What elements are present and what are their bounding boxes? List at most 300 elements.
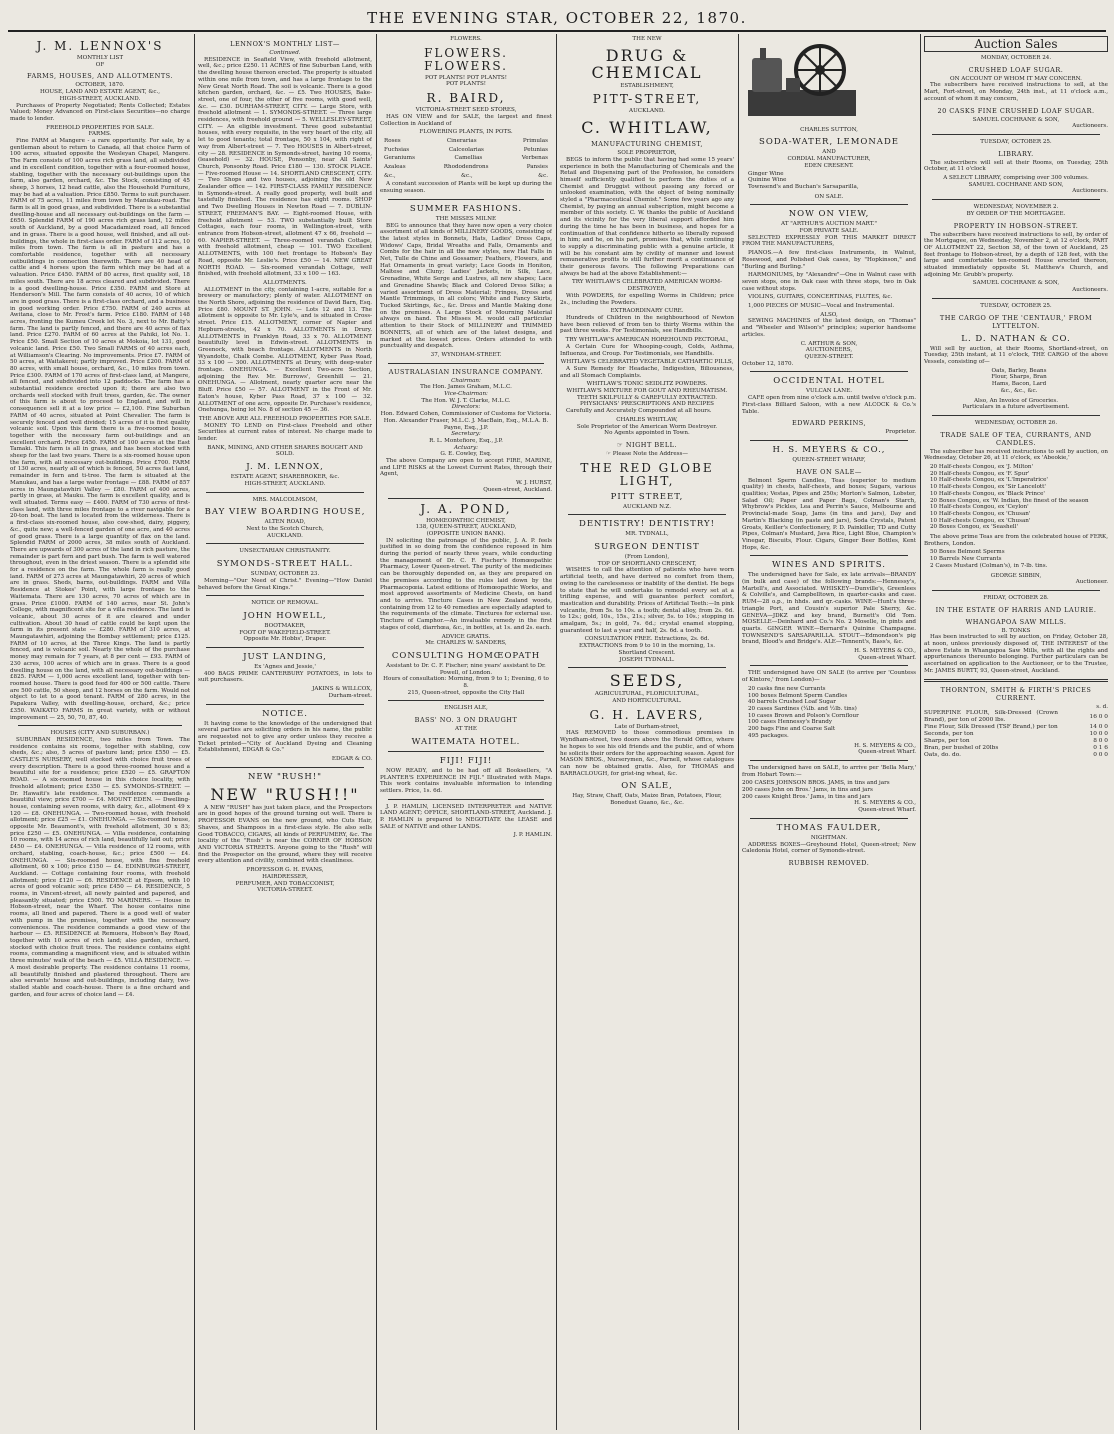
symonds-hall: SYMONDS-STREET HALL. bbox=[216, 559, 354, 570]
lennox-address: HIGH-STREET, AUCKLAND. bbox=[59, 95, 141, 102]
price-item: Oats, do. do. bbox=[924, 752, 961, 759]
on-sale-text: Hay, Straw, Chaff, Oats, Maize Bran, Potatoes, Flour, Bonedust Guano, &c., &c. bbox=[572, 793, 722, 807]
pot-plants-2: POT PLANTS! bbox=[445, 81, 487, 88]
auction-5-text: The subscriber has received instructions to sell by auction, on Wednesday, October 26, at 11 o'clock, ex 'Abeokie,' bbox=[924, 448, 1108, 462]
column-4 bbox=[560, 36, 734, 1428]
tea-item: 20 Boxes Congou, ex 'W. Indian, the finest of the season bbox=[930, 497, 1089, 504]
alten-road: ALTEN ROAD, bbox=[264, 519, 306, 526]
auction-1-account: ON ACCOUNT OF WHOM IT MAY CONCERN. bbox=[950, 75, 1082, 82]
establishment: ESTABLISHMENT, bbox=[620, 82, 674, 89]
plant-name: &c., bbox=[461, 172, 473, 179]
tea-item: 10 Half-chests Congou, ex 'Chusan' bbox=[930, 517, 1031, 524]
auction-1-item: 20 CASKS FINE CRUSHED LOAF SUGAR. bbox=[937, 106, 1095, 115]
seeds-types: AGRICULTURAL, FLORICULTURAL, bbox=[594, 691, 700, 698]
column-6 bbox=[924, 36, 1108, 1428]
meyers-name: H. S. MEYERS & CO., bbox=[772, 444, 886, 455]
tydnall-text: WISHES to call the attention of patients who have worn artificial teeth, and have derived no comfort from them, owing to the carelessness or inability of the dentist. He begs to state that he will undertake to remodel every set at a trifling expense, and will guarantee perfect comfort, mastication and durability. Prices of Artificial Teeth:—In pink vulcanite, from 5s. to 10s. a tooth; dental alloy, from 2s. 6d. to 12s.; gold, 10s., 15s., 21s.; silver, 5s. to 10s.; stopping in amalgam, 5s.; in gold, 7s. 6d.; crystal enamel stopping, guaranteed to last a year and half, 2s. 6d. a tooth. bbox=[560, 567, 734, 634]
sanders-address: 215, Queen-street, opposite the City Hall bbox=[407, 689, 525, 696]
dentistry-heading: DENTISTRY! DENTISTRY! bbox=[579, 519, 715, 530]
jams-item: 200 cases John on Bros.' Jams, in tins and jars bbox=[742, 787, 873, 794]
whitlaw-role: Sole Proprietor of the American Worm Destroyer. bbox=[576, 423, 718, 430]
jams-item: 200 CASES JOHNSON BROS. JAMS, in tins and jars bbox=[742, 780, 890, 787]
austral-insurance: AUSTRALASIAN INSURANCE COMPANY. bbox=[388, 367, 544, 376]
seeds-types-2: AND HORTICULTURAL. bbox=[612, 698, 682, 704]
arthur-mart: AT "ARTHUR'S AUCTION MART." bbox=[780, 221, 878, 228]
also-label: ALSO, bbox=[820, 311, 838, 318]
sunday-date: SUNDAY, OCTOBER 23. bbox=[250, 571, 320, 578]
baird-name: R. BAIRD, bbox=[426, 91, 506, 106]
seeds-heading: SEEDS, bbox=[609, 671, 685, 691]
soda-water: SODA-WATER, LEMONADE bbox=[759, 137, 899, 148]
auction-6-title: IN THE ESTATE OF HARRIS AND LAURIE. bbox=[935, 605, 1097, 614]
howell-trade: BOOTMAKER, bbox=[264, 622, 306, 629]
howell-opposite: Opposite Mr. Hobbs', Draper. bbox=[243, 636, 327, 643]
pointing-hand-icon: ☞ bbox=[616, 440, 626, 449]
plant-row bbox=[384, 155, 548, 162]
lennox-continued-title: LENNOX'S MONTHLY LIST— bbox=[230, 40, 340, 48]
cargo-item: Oats, Barley, Beans bbox=[991, 367, 1047, 374]
lennox-title: J. M. LENNOX'S bbox=[36, 39, 164, 53]
plant-name: Petunias bbox=[523, 146, 548, 153]
removal-heading: NOTICE OF REMOVAL. bbox=[251, 600, 319, 607]
shortland-crescent: Shortland Crescent. bbox=[618, 649, 676, 656]
rush-text: A NEW "RUSH" has just taken place, and the Prospectors are in good hopes of the ground turning out well. There is PROFESSOR EVANS on the new ground, who Cuts Hair, Shaves, and Shampoos in a first-class style. He also sells Good TOBACCO, CIGARS, all kinds of PERFUMERY, &c. The locality of the "Rush" is near the CORNER OF HOBSON AND VICTORIA STREETS. Anyone going to the "Rush" will find the Prospector on the ground, where they will receive every attention and civility, combined with cleanliness. bbox=[198, 804, 372, 865]
kintore-intro: THE undersigned have ON SALE (to arrive per 'Countess of Kintore,' from London)— bbox=[742, 670, 916, 684]
price-value: 8 0 0 bbox=[1093, 738, 1108, 745]
price-row bbox=[924, 724, 1108, 731]
price-value: 16 0 0 bbox=[1089, 713, 1108, 720]
hamlin-signature: J. P. HAMLIN. bbox=[513, 832, 552, 839]
tea-item: 10 Half-chests Congou, ex 'Black Prince' bbox=[930, 490, 1045, 497]
seed-stores: VICTORIA-STREET SEED STORES, bbox=[415, 107, 517, 114]
baird-intro: HAS ON VIEW and for SALE, the largest and finest Collection in Auckland of bbox=[380, 113, 552, 127]
whitlaw-name: C. WHITLAW, bbox=[581, 118, 713, 138]
music-pieces: 1,000 PIECES OF MUSIC—Vocal and Instrumental. bbox=[748, 303, 895, 310]
and-label: AND bbox=[822, 149, 836, 156]
kintore-item: 10 cases Brown and Polson's Cornflour bbox=[748, 712, 859, 719]
secretary-label: Secretary: bbox=[451, 431, 481, 438]
sanders-assistant: Assistant to Dr. C. F. Fischer; nine years' assistant to Dr. Powell, of London. bbox=[386, 662, 546, 676]
tea-item: 20 Half-chests Congou, ex 'J. Milton' bbox=[930, 464, 1034, 471]
auction-2-title: LIBRARY. bbox=[998, 149, 1034, 158]
auction-2-signature: SAMUEL COCHRANE AND SON, bbox=[968, 181, 1064, 188]
bay-view-heading: BAY VIEW BOARDING HOUSE, bbox=[204, 507, 366, 518]
hurst-signature: W. J. HURST, bbox=[515, 480, 552, 487]
flowers-heading: FLOWERS. FLOWERS. bbox=[424, 45, 508, 73]
whitlaw-signature: CHARLES WHITLAW, bbox=[616, 416, 678, 423]
auction-4-date: TUESDAY, OCTOBER 25. bbox=[980, 302, 1052, 309]
evans-trade: HAIRDRESSER, bbox=[262, 873, 308, 880]
cargo-item: Hams, Bacon, Lard bbox=[991, 381, 1047, 388]
column-5 bbox=[742, 36, 916, 1428]
whitlaw-text: BEGS to inform the public that having had some 15 years' experience in both the Manufacturing of Chemicals and the Retail and Dispensing part of the Profession, he considers himself sufficiently qualified to perform the duties of a Chemist and Druggist without passing any forced or unlooked examination, with the object of being nominally styled a "Pharmaceutical Chemist." Some few years ago any Chemist, by paying an annual subscription, might become a member of this society. C. W. thanks the public of Auckland and its vicinity for the very liberal support afforded him during the time he has been in business, and hopes for a continuation of that confidence hitherto so liberally reposed in him; and he, on his part, promises that, while continuing to supply a discriminating public with a genuine article, it will be his constant aim by civility of manner and lowest remunerative profits to still further merit a continuance of their generous favors. The following Preparations can always be had at the above Establishment:— bbox=[560, 156, 734, 277]
plant-name: Camellias bbox=[454, 155, 483, 162]
pot-plants: POT PLANTS! POT PLANTS! bbox=[425, 74, 507, 81]
no-agents: No Agents appointed in Town. bbox=[604, 430, 690, 437]
auction-6-date: FRIDAY, OCTOBER 28. bbox=[983, 594, 1049, 601]
lennox-signature-address: HIGH-STREET, AUCKLAND. bbox=[244, 480, 326, 487]
tea-item: 10 Half-chests Congou, ex 'Ceylon' bbox=[930, 504, 1029, 511]
meyers-signature-2: H. S. MEYERS & CO., bbox=[854, 648, 916, 655]
violins: VIOLINS, GUITARS, CONCERTINAS, FLUTES, &c. bbox=[748, 294, 893, 301]
price-item: Sharps, per ton bbox=[924, 738, 970, 745]
horehound-heading: TRY WHITLAW'S AMERICAN HOREHOUND PECTORAL, bbox=[565, 337, 729, 344]
summer-fashions: SUMMER FASHIONS. bbox=[409, 203, 523, 214]
vice-chair-name: The Hon. W. J. T. Clarke, M.L.C. bbox=[421, 397, 511, 404]
kintore-item: 100 cases Hennessy's Brandy bbox=[748, 719, 833, 726]
hurst-address: Queen-street, Auckland. bbox=[483, 486, 552, 493]
pond-text: IN soliciting the patronage of the public, J. A. P. feels justified in so doing from the confidence reposed in him during the period of nearly three years, while conducting the management of Dr. C. F. Fischer's Homœopathic Pharmacy, Lower Queen-street. The purity of the medicines can be thoroughly depended on, as they are prepared on the premises according to the rules laid down by the Pharmacopœia. Latest editions of Homœopathic Works, and most approved assortments of Medicine Chests, on hand and to arrive. Tincture Cases in New Zealand woods, containing from 12 to 40 remedies are especially adapted to the requirements of the climate. Tinctures for external use. Tincture of Camphor.—An invaluable remedy in the first stages of cold, diarrhœa, &c., in bottles, at 1s. and 2s. each. bbox=[380, 537, 552, 631]
fiji-text: NOW READY, and to be had off all Booksellers, "A PLANTER'S EXPERIENCE IN FIJI." Illustrated with Maps. This work contains invaluable information to intending settlers. Price, 1s. 6d. bbox=[380, 767, 552, 794]
auctioneers-label: AUCTIONEERS, bbox=[805, 347, 853, 354]
auction-1-role: Auctioneers. bbox=[1072, 123, 1108, 130]
ship-name: Ex 'Agnes and Jessie,' bbox=[254, 664, 316, 671]
money-to-lend: MONEY TO LEND on First-class Freehold and other Securities at current rates of interest. No charge made to lender. bbox=[198, 422, 372, 443]
private-sale: FOR PRIVATE SALE. bbox=[799, 228, 859, 235]
howell-name: JOHN HOWELL, bbox=[243, 610, 327, 621]
address-note bbox=[560, 451, 734, 458]
meyers-wharf-4: Queen-street Wharf. bbox=[858, 807, 916, 814]
houses-heading: HOUSES (CITY AND SUBURBAN.) bbox=[50, 730, 150, 737]
auction-6-text: Has been instructed to sell by auction, on Friday, October 28, at noon, unless previously disposed of, THE INTEREST of the above Estate in Whangapoa Saw Mills, with all the rights and appurtenances thereunto belonging. Further particulars can be ascertained on application to the Auctioneer, or to the Trustee, Mr. JAMES BURTT, 93, Queen-street, Auckland. bbox=[924, 634, 1108, 674]
kintore-item: 100 boxes Belmont Sperm Candles bbox=[748, 692, 848, 699]
flowering-plants: FLOWERING PLANTS, IN POTS. bbox=[419, 129, 513, 136]
auction-2-item: A SELECT LIBRARY, comprising over 300 volumes. bbox=[943, 175, 1089, 182]
meyers-wharf: QUEEN-STREET WHARF, bbox=[792, 456, 866, 463]
auction-4-text: Will sell by auction, at their Rooms, Shortland-street, on Tuesday, 25th instant, at 11 o'clock, THE CARGO of the above Vessels, consisting of— bbox=[924, 345, 1108, 365]
shares-note: BANK, MINING, AND OTHER SHARES BOUGHT AND SOLD. bbox=[207, 444, 363, 458]
price-row bbox=[924, 752, 1108, 759]
plant-name: Pansies bbox=[526, 164, 548, 171]
plant-name: Azaleas bbox=[384, 164, 406, 171]
sermon-topics: Morning—"Our Need of Christ." Evening—"How Daniel behaved before the Great Kings." bbox=[198, 577, 372, 591]
meyers-signature-3: H. S. MEYERS & CO., bbox=[854, 742, 916, 749]
sutton-name: CHARLES SUTTON, bbox=[800, 126, 858, 133]
soda-machine-illustration bbox=[742, 38, 862, 122]
have-on-sale: HAVE ON SALE— bbox=[796, 467, 862, 476]
sundry-item: 10 Barrels New Currants bbox=[930, 556, 1002, 563]
auction-3-title: BY ORDER OF THE MORTGAGEE. bbox=[966, 210, 1066, 217]
consultation-free: CONSULTATION FREE. Extractions, 2s. 6d. bbox=[584, 636, 710, 643]
pills-heading: WHITLAW'S CELEBRATED VEGETABLE CATHARTIC PILLS, bbox=[560, 359, 734, 366]
lennox-signature: J. M. LENNOX, bbox=[246, 462, 324, 473]
kintore-item: 20 casks fine new Currants bbox=[748, 685, 826, 692]
kintore-item: 40 barrels Crushed Loaf Sugar bbox=[748, 699, 836, 706]
freehold-heading: FREEHOLD PROPERTIES FOR SALE. bbox=[46, 124, 154, 131]
product-item: Townsend's and Buchan's Sarsaparilla, bbox=[748, 183, 859, 190]
price-row bbox=[924, 710, 1108, 724]
auction-5-title: TRADE SALE OF TEA, CURRANTS, AND CANDLES. bbox=[940, 430, 1092, 447]
pointing-hand-icon-2: ☞ bbox=[605, 450, 613, 457]
price-row bbox=[924, 738, 1108, 745]
product-item: Ginger Wine bbox=[748, 170, 784, 177]
on-sale-heading: ON SALE, bbox=[621, 781, 673, 792]
lennox-intro: Purchases of Property Negotiated; Rents Collected; Estates Valued; Money Advanced on First-class Securities—no charge made to lender. bbox=[10, 102, 190, 122]
bass-draught: BASS' NO. 3 ON DRAUGHT bbox=[414, 716, 518, 725]
auction-4-auctioneer: L. D. NATHAN & CO. bbox=[961, 333, 1071, 344]
auction-5-role: Auctioneer. bbox=[1075, 579, 1108, 586]
at-the: AT THE bbox=[455, 726, 477, 733]
auction-2-date: TUESDAY, OCTOBER 25. bbox=[980, 138, 1052, 145]
arthur-son: C. ARTHUR & SON, bbox=[800, 340, 858, 347]
freehold-note: THE ABOVE ARE ALL FREEHOLD PROPERTIES FOR SALE. bbox=[198, 415, 372, 422]
edgar-signature: EDGAR & CO. bbox=[331, 756, 372, 763]
pond-address: 138, QUEEN-STREET, AUCKLAND, bbox=[415, 524, 517, 531]
plant-name: Roses bbox=[384, 137, 401, 144]
lennox-signature-role: ESTATE AGENT, SHAREBROKER, &c. bbox=[230, 474, 340, 481]
sundry-item: 50 Boxes Belmont Sperms bbox=[930, 549, 1005, 556]
sanders-name: Mr. CHARLES W. SANDERS, bbox=[425, 640, 507, 647]
the-new: THE NEW bbox=[632, 36, 662, 42]
sundry-item: 2 Cases Mustard (Colman's), in 7-lb. tins. bbox=[930, 562, 1048, 569]
meyers-signature-4: H. S. MEYERS & CO., bbox=[854, 800, 916, 807]
product-item: Quinine Wine bbox=[748, 177, 787, 184]
cordial-mfr: CORDIAL MANUFACTURER, bbox=[787, 156, 871, 163]
waitemata-hotel: WAITEMATA HOTEL. bbox=[411, 736, 521, 747]
auction-1-signature: SAMUEL COCHRANE & SON, bbox=[972, 116, 1060, 123]
lavers-late: Late of Durham-street, bbox=[614, 723, 680, 730]
queen-street-label: QUEEN-STREET. bbox=[804, 353, 854, 360]
meyers-wharf-3: Queen-street Wharf. bbox=[858, 749, 916, 756]
meyers-wharf-2: Queen-street Wharf. bbox=[858, 654, 916, 661]
plant-name: Primulas bbox=[522, 137, 548, 144]
kintore-item: 495 packages. bbox=[748, 732, 789, 739]
plant-list bbox=[380, 138, 552, 180]
plant-name: &c., bbox=[384, 172, 396, 179]
rush-heading-large: NEW "RUSH!!" bbox=[210, 784, 360, 804]
column-1 bbox=[10, 36, 190, 1428]
auction-sales-header: Auction Sales bbox=[924, 36, 1108, 52]
tea-item: 10 Half-chests Congou, ex 'Chusan' bbox=[930, 510, 1031, 517]
price-item: Fine Flour, Silk Dressed (TSF Brand,) per ton bbox=[924, 724, 1058, 731]
flowers-kicker: FLOWERS. bbox=[450, 36, 482, 42]
tea-item: 10 Half-chests Congou, ex 'L'Imperatrice' bbox=[930, 477, 1048, 484]
auction-1-title: CRUSHED LOAF SUGAR. bbox=[968, 65, 1064, 74]
price-item: Seconds, per ton bbox=[924, 731, 974, 738]
price-value: 14 0 0 bbox=[1089, 724, 1108, 731]
jakins-signature: JAKINS & WILLCOX, bbox=[312, 686, 372, 693]
actuary-label: Actuary: bbox=[453, 444, 479, 451]
prices-unit: s. d. bbox=[1096, 703, 1108, 710]
horehound-text: A Certain Cure for Whooping-cough, Colds, Asthma, Influenza, and Croup. For Testimonials, see Handbills. bbox=[560, 343, 734, 357]
plant-name: &c. bbox=[538, 172, 548, 179]
from-london: (From London), bbox=[624, 554, 670, 561]
auction-3-signature: SAMUEL COCHRANE & SON, bbox=[972, 280, 1060, 287]
evans-name: PROFESSOR G. H. EVANS, bbox=[246, 867, 324, 874]
harmoniums: HARMONIUMS, by "Alexandre"—One in Walnut case with seven stops, one in Oak case with three stops, two in Oak case without stops. bbox=[742, 272, 916, 292]
plant-row bbox=[384, 164, 548, 171]
pond-title: HOMŒOPATHIC CHEMIST, bbox=[426, 517, 506, 524]
sutton-on-sale: ON SALE. bbox=[814, 193, 844, 200]
address-note-label: Please Note the Address— bbox=[612, 450, 688, 457]
prescriptions-heading: PHYSICIANS' PRESCRIPTIONS AND RECIPES bbox=[580, 401, 714, 408]
auction-3-subtitle: PROPERTY IN HOBSON-STREET. bbox=[953, 221, 1079, 230]
teeth-heading: TEETH SKILFULLY & CAREFULLY EXTRACTED. bbox=[576, 394, 718, 401]
auction-3-role: Auctioneers. bbox=[1072, 287, 1108, 294]
insurance-text: The above Company are open to accept FIRE, MARINE, and LIFE RISKS at the Lowest Current Rates, through their Agent, bbox=[380, 458, 552, 478]
worm-heading: TRY WHITLAW'S CELEBRATED AMERICAN WORM-DESTROYER, bbox=[572, 279, 722, 293]
joseph-tydnall: JOSEPH TYDNALL. bbox=[619, 656, 675, 663]
tea-item: 20 Boxes Congou, ex 'Seashell' bbox=[930, 524, 1019, 531]
auction-1-date: MONDAY, OCTOBER 24. bbox=[980, 55, 1052, 61]
tydnall-address: TOP OF SHORTLAND CRESCENT, bbox=[597, 560, 697, 567]
price-row bbox=[924, 731, 1108, 738]
auction-2-text: The subscribers will sell at their Rooms, on Tuesday, 25th October, at 11 o'clock bbox=[924, 159, 1108, 173]
pitt-street: PITT-STREET, bbox=[592, 92, 702, 107]
houses-listing: SUBURBAN RESIDENCE, two miles from Town. The residence contains six rooms, together with stabling, cow sheds, &c.; also, 5 acres of pasture land; price £550 — £5. CASTLE'S NURSERY, well stocked with choice fruit trees of every description. There is a good three-roomed house and a beautiful site for a residence; price £520 — £5. GRAFTON ROAD. — A six-roomed house in this choice locality, with freehold allotment; price £350 — £5. SYMONDS-STREET. — Dr. Hawaiti's late residence. The residence commands a beautiful view; price £700 — £4. MOUNT EDEN. — Dwelling-house, containing seven rooms, with dairy, &c., allotment 49 x 120 — £8. ONEHUNGA. — Two-roomed house, with freehold allotment; price £25 — £1. ONEHUNGA. — Six-roomed house, opposite Mr. Beaumont's, with freehold allotment, 30 x 83; price £250 — £5. ONEHUNGA. — Villa residence, containing 10 rooms, with 14 acres of rich land, beautifully laid out; price £450 — £4. ONEHUNGA. — Villa residence of 12 rooms, with orchard, stabling, coach-house, &c.; price £500 — £4. ONEHUNGA. — Six-roomed house, with fine freehold allotment, 60 x 100; price £150 — £4. EDINBURGH-STREET, Auckland. — Cottage containing four rooms, with freehold allotment; price £120 — £6. RESIDENCE at Epsom, with 10 acres of good volcanic soil; price £450 — £4. RESIDENCE, 5 rooms, in Vincent-street, all newly painted and papered, and pleasantly situated; price £500. TO MARINERS. — House in Hobson-street, near the Wharf. The house contains nine rooms, all lined and papered. There is a good well of water with pump in the premises, together with the necessary conveniences. The residence commands a good view of the harbour — £5. RESIDENCE at Remuera, Hobson's Bay Road, together with 10 acres of rich land; also garden, orchard, stocked with choice fruit trees. The residence contains eight rooms, commanding a magnificent view, and is situated within three minutes' walk of the beach — £5. VILLA RESIDENCE. — A most desirable property. The residence contains 11 rooms, all beautifully finished and plastered throughout. There are also servants' house and out-buildings, including dairy, two-stalled stable and coach-house. There is a fine orchard and garden, and four acres of choice land — £4. bbox=[10, 736, 190, 998]
sanders-title: CONSULTING HOMŒOPATH bbox=[391, 650, 541, 661]
jakins-address: Durham-street. bbox=[328, 692, 372, 699]
auction-5-date: WEDNESDAY, OCTOBER 26. bbox=[974, 419, 1058, 426]
perkins-name: EDWARD PERKINS, bbox=[791, 419, 867, 428]
farms-listing: Fine FARM at Mangere - a rare opportunity. For sale, by a gentleman about to return to Canada, all that choice Farm of 100 acres, situated opposite the Wesleyan Chapel, Mangere. The Farm consists of 100 acres rich grass land, all subdivided and in excellent condition, together with a four-roomed house, stabling, together with the necessary out-buildings upon the farm, also garden, orchard, &c. The Stock, consisting of 45 sheep, 3 horses, 12 head cattle, also the Household Furniture, may be had at a valuation. Price £850. Terms to suit purchaser. FARM of 75 acres, 11 miles from town by Manukau-road. The farm is all in good grass, and subdivided. There is a substantial dwelling-house and all necessary out-buildings on the farm — £650. Splendid FARM of 190 acres rich grass land, 12 miles south of Auckland, by a good Macadamized road, all fenced and in grass. There is a good house, well finished, and all out-buildings, the whole in first-class order. FARM of 112 acres, 10 miles from town. The farm is all in pasture and has a comfortable residence, together with all necessary outbuildings in connection therewith. There are 40 head of cattle and 4 horses upon the farm which may be had at a valuation. Price £450. FARM of 80 acres, first quality soil, 18 miles south. There are 18 acres cleared and subdivided. There is a good dwelling-house. Price £350. FARM and Store at Henderson's Mill. The farm consists of 40 acres, 10 of which are in good grass. There is a first-class orchard, and a business in good working order. Price £750. FARM of 240 acres at Awitana, close to Mr. Frost's farm. Price £180. FARM of 148 acres, fronting the Kumeu Creek lot No. 3, next to Mr. Batty's farm. The land is partly fenced, and there are 40 acres of flax land. Price £270. FARM of 60 acres at the Pahiki, lot No. 1. Price £50. Small Section of 10 acres at Mokoia, lot 131, good volcanic land. Price £50. Two Small FARMS of 40 acres each, at Williamson's Clearing. No improvements. Price £7. FARM of 50 acres, at Waitakerei; partly improved. Price £200. FARM of 80 acres, with small house, orchard, &c., 10 miles from town. Price £300. FARM of 170 acres of first-class land, at Mangere, all fenced, and subdivided into 12 paddocks. The farm has a substantial residence erected upon it; there are also two orchards well stocked with fruit trees, garden, &c. The owner of this farm is about to proceed to England, and will in consequence sell it at a low price — £2,100. Fine Suburban FARM of 40 acres, situated at Point Chevalier. The farm is securely fenced and well divided; 15 acres of it is first quality volcanic soil. Upon this farm there is a five-roomed house, together with the necessary farm out-buildings and an excellent orchard. Price £450. FARM of 100 acres at the East Tamaki. This farm is all in grass, and has been stocked with sheep for the last two years. There is a six-roomed house upon the farm, with all necessary out-buildings. Price £700. FARM of 130 acres, nearly all of which is fenced, 50 acres fast land, remainder in fern and ti-tree. The farm is situated at the Manukau, and has a large water frontage — £88. FARM of 857 acres in Maungatawhiri Valley — £80. FARM of 400 acres, partly in grass, at Mauku. The farm is excellent quality, and is well situated. Terms easy — £400. FARM of 730 acres of first-class land, with three miles frontage to a river navigable for a 20-ton boat. The land is located from the wilderness. There is a first-class six-roomed house, also cow-shed, dairy, piggery, &c., quite new; a well-fenced garden of one acre, and 40 acres of good grass. There is a large quantity of flax on the land. Splendid FARM of 2000 acres, 38 miles south of Auckland. There are upwards of 300 acres of the land in rich pasture, the remainder is part fern and part bush. The farm is well watered throughout, even in the driest season. There is a splendid site for a residence on the farm. The whole farm is really good land. FARM of 273 acres at Maungatawhiri, 20 acres of which are in grass. Sheds, barns, out-buildings. FARM and Villa Residence at Stokes' Point, with large frontage to the Waitemata. There are 130 acres, 70 acres of which are in grass. Price £1000. FARM of 140 acres, near St. John's College, with magnificent site for a villa residence. The land is volcanic, about 30 acres of it are cleared and under cultivation. About 30 head of cattle could be kept upon the farm in its present state — £280. FARM of 310 acres, at Maungatawhiri, adjoining the Bombay settlement; price £125. FARM of 10 acres, at the Three Kings. The land is partly fenced, and is volcanic soil. Nearly the whole of the purchase money may remain for 7 years, at 8 per cent — £93. FARM of 230 acres, 100 acres of which are in grass. There is a good dwelling house on the land, with all necessary out-buildings — £825. FARM — 1,000 acres excellent land, together with ten-roomed house. There is good feed for 400 or 500 cattle. There are 500 cattle, 50 sheep, and 12 horses on the farm. Would not object to let to a good tenant. FARM of 280 acres, in the Papakura Valley, with dwelling-house, orchard, &c.; price £350. WAIKATO FARMS in great variety, with or without improvement — 25, 50, 70, 87, 40. bbox=[10, 138, 190, 721]
allotments-heading: ALLOTMENTS. bbox=[263, 279, 307, 286]
pitt-street-2: PITT STREET, bbox=[610, 491, 684, 502]
sole-proprietor: SOLE PROPRIETOR, bbox=[617, 150, 677, 157]
auction-2-role: Auctioneers. bbox=[1072, 188, 1108, 195]
auction-3-date: WEDNESDAY, NOVEMBER 2. bbox=[973, 204, 1059, 211]
kintore-item: 20 cases Sardines (¼lb. and ½lb. tins) bbox=[748, 706, 857, 712]
lennox-subtitle: MONTHLY LIST bbox=[76, 55, 124, 61]
now-on-view: NOW ON VIEW, bbox=[788, 209, 870, 220]
occidental-hotel: OCCIDENTAL HOTEL bbox=[773, 376, 885, 387]
howell-address: FOOT OF WAKEFIELD-STREET. bbox=[239, 629, 331, 636]
plant-row bbox=[384, 173, 548, 180]
tydnall-name: MR. TYDNALL, bbox=[625, 531, 669, 538]
pianos: PIANOS.—A few first-class Instruments, in Walnut, Rosewood, and Polished Oak cases, by "Hopkinson," and "Burling and Burling." bbox=[742, 250, 916, 270]
farms-heading: FARMS. bbox=[88, 131, 112, 138]
auction-4-particulars: Particulars in a future advertisement. bbox=[962, 404, 1070, 411]
gout-heading: WHITLAW'S MIXTURE FOR GOUT AND RHEUMATISM. bbox=[566, 388, 728, 395]
plant-name: Rhododendrons bbox=[443, 164, 489, 171]
actuary-name: G. E. Cowley, Esq. bbox=[440, 451, 492, 458]
perkins-role: Proprietor. bbox=[885, 429, 916, 436]
directors-names: Hon. Edward Cohen, Commissioner of Customs for Victoria. Hon. Alexander Fraser, M.L.C. J. MacBain, Esq., M.L.A. B. Payne, Esq., J.P. bbox=[380, 411, 552, 431]
lavers-name: G. H. LAVERS, bbox=[589, 707, 705, 722]
advice-gratis: ADVICE GRATIS. bbox=[441, 633, 491, 640]
meyers-goods: Belmont Sperm Candles, Teas (superior to medium quality) in chests, half-chests, and boxes; Sugars, various qualities; Vestas, Pipes and 250s; Morton's Salmon, Lobster, Salad Oil; Paper and Paper Bags, Colman's Starch, Whybrow's Pickles, Lea and Perrin's Sauce, Melbourne and Provincial-made Soap, Jams (in tins and jars), Day and Martin's Blacking (in paste and jars), Soda Crystals, Patent Groats, Keiller's Confectionery, P. D. Painkiller, TD and Cutty Pipes, Colman's Mustard, Java Rice, Light Blue, Champion's Vinegar, Biscuits, Flour. Cigars, Ginger Beer Bottles, Kent Hops, &c. bbox=[742, 477, 916, 551]
tea-item: 10 Half-chests Congou, ex 'Sir Lancelott' bbox=[930, 484, 1046, 491]
just-landing: JUST LANDING, bbox=[243, 652, 327, 663]
auckland-1: AUCKLAND. bbox=[629, 108, 665, 115]
chairman-label: Chairman: bbox=[451, 377, 481, 384]
cargo-item: Flour, Sharps, Bran bbox=[991, 374, 1047, 381]
potatoes-offer: 400 BAGS PRIME CANTERBURY POTATOES, in lots to suit purchasers. bbox=[198, 670, 372, 684]
rubbish-removed: RUBBISH REMOVED. bbox=[788, 858, 870, 867]
evans-trade-2: PERFUMER, AND TOBACCONIST, bbox=[235, 880, 335, 887]
extraction-hours: EXTRACTIONS from 9 to 10 in the morning, 1s. bbox=[579, 643, 715, 650]
price-row bbox=[924, 745, 1108, 752]
prices-table bbox=[924, 710, 1108, 759]
chairman-name: The Hon. James Graham, M.L.C. bbox=[420, 384, 512, 391]
lennox-houses-continued: RESIDENCE in Seafield View, with freehold allotment, well, &c.; price £250. 11 ACRES of fine Suburban Land, with the dwelling house thereon erected. The property is situated within one mile from town, and has a large frontage to the New Great North Road. The soil is volcanic. There is a good kitchen garden, orchard, &c. — £5. Two HOUSES, Bake-street, one of four, the other of five rooms, with good well, &c. — £30. DURHAM-STREET, CITY. — Large Store, with freehold allotment — 1. SYMONDS-STREET. — Three large residences, with freehold ground — 5. WELLESLEY-STREET, CITY. — An eligible investment. Three good substantial houses, with every requisite, in the very heart of the city, all let to good tenants; total frontage, 50 x 104, with right of way from Albert-street — 7. Two HOUSES in Albert-street, city — 28. RESIDENCE in Symonds-street, having 10 rooms, (leasehold) — 32. HOUSE, Ponsonby, near All Saints' Church, Ponsonby Road. Price £180 — 130. STOCK PLACE. — Five-roomed House — 14. SHORTLAND CRESCENT, CITY. — Two Shops and two houses, adjoining the old New Zealander office — 142. FIRST-CLASS FAMILY RESIDENCE in Symonds-street. A really good property, well built and tastefully finished. The residence has eight rooms. SHOP and Two Dwelling Houses in Newton Road — 7. DUBLIN-STREET, FREEMAN'S BAY. — Eight-roomed House, with freehold allotment — 53. TWO substantially built Store Cottages, each four rooms, in Wellington-street, with entrance from Hobson-street, allotment 47 x 66, freehold — 60. NAPIER-STREET. — Three-roomed verandah Cottage, with freehold allotment, cheap — 101. TWO Excellent ALLOTMENTS, with 100 feet frontage to Hobson's Bay Road, opposite Mr. Leslie's. Price £50 — 14. NEW GREAT NORTH ROAD. — Six-roomed verandah Cottage, well finished, with freehold allotment, 33 x 100 — 163. bbox=[198, 56, 372, 278]
price-item: Bran, per bushel of 20lbs bbox=[924, 745, 999, 752]
rush-heading: NEW "RUSH!" bbox=[247, 771, 323, 782]
sanders-hours: Hours of consultation: Morning, from 9 to 1; Evening, 6 to 8. bbox=[383, 676, 549, 690]
wines-spirits: WINES AND SPIRITS. bbox=[772, 560, 886, 571]
lennox-agent: HOUSE, LAND AND ESTATE AGENT, &c., bbox=[39, 89, 161, 96]
evans-address: VICTORIA-STREET. bbox=[257, 887, 313, 894]
succession-note: A constant succession of Plants will be kept up during the ensuing season. bbox=[380, 181, 552, 195]
notice-heading: NOTICE. bbox=[262, 708, 308, 719]
price-value: 10 0 0 bbox=[1089, 731, 1108, 738]
cafe-text: CAFE open from nine o'clock a.m. until twelve o'clock p.m. First-class Billiard Saloon, with a new ALCOCK & Co.'s Table. bbox=[742, 395, 916, 415]
lennox-subtitle-2: FARMS, HOUSES, AND ALLOTMENTS. bbox=[27, 72, 173, 81]
eden-crescent: EDEN CRESENT. bbox=[804, 162, 854, 169]
lennox-date: OCTOBER, 1870. bbox=[75, 82, 125, 89]
plant-name: Calceolarias bbox=[448, 146, 484, 153]
auction-5-signature: GEORGE SIBBIN, bbox=[990, 572, 1042, 579]
column-2 bbox=[198, 36, 372, 1428]
plant-name: Cinerarias bbox=[446, 137, 477, 144]
column-3 bbox=[380, 36, 552, 1428]
plant-name: Verbenas bbox=[521, 155, 548, 162]
milne-text: BEG to announce that they have now open a very choice assortment of all kinds of MILLINERY GOODS, consisting of the latest styles in Bonnets, Hats, Ladies' Dress Caps, Widows' Caps, Bridal Wreaths and Falls, Ornaments and Combs for the hair in all the new styles, new Hat Falls in Net, Tulle de Chine and Gossamer; Feathers, Flowers, and Hat Ornaments in great variety; Lace Goods in Honiton, Maltese and Cluny; Ladies' Jackets, in Silk, Lace, Grenadine, White Serge and Lustres, all new shapes; Lace and Grenadine Shawls; Black and Colored Dress Silks; a varied assortment of Dress Material; Fringes, Dress and Mantle Trimmings, in all colors; White and Fancy Skirts, Tucked Skirtings, &c., &c. Dress and Mantle Making done on the premises. A Large Stock of Mourning Material always on hand. The Misses M. would call particular attention to their Stock of MILLINERY and TRIMMED BONNETS, all of which are of the latest designs, and marked at the lowest prices. Orders attended to with punctuality and despatch. bbox=[380, 222, 552, 350]
night-bell-label: NIGHT BELL. bbox=[625, 440, 678, 449]
auckland-nz: AUCKLAND N.Z. bbox=[622, 503, 671, 510]
lavers-text: HAS REMOVED to those commodious premises in Wyndham-street, two doors above the Herald Office, where he hopes to see his old friends and the public, and of whom he solicits their orders for the approaching season. Agent for MASON BROS., Nurserymen, &c., Parnell, whose catalogues can now be obtained gratis. Also, for THOMAS and BARRACLOUGH, for grist-ing wheat, &c. bbox=[560, 730, 734, 777]
price-item: SUPERFINE FLOUR, Silk-Dressed (Crown Brand), per ton of 2000 lbs. bbox=[924, 710, 1058, 724]
lennox-of: OF bbox=[95, 61, 105, 68]
price-value: 0 1 6 bbox=[1093, 745, 1108, 752]
cure-heading: EXTRAORDINARY CURE. bbox=[610, 308, 684, 315]
wines-list: The undersigned have for Sale, ex late arrivals—BRANDY (in bulk and case) of the following brands:—Hennessy's, Martell's, and Associated. WHISKEY—Dunville's, Greenlees & Colville's, and Campbelltown, in quarter-casks and case. RUM—28 o.p., in hhds. and qr.-casks. WINE—Hunt's three-triangle Port, and Cousin's superior Pale Sherry, &c. GENEVA—JDKZ and key brand, Burnett's Old Tom. MOSELLE—Deinhard and Co.'s No. 2 Moselle, in pints and quarts. GINGER WINE—Bernard's Quinine Champagne. TOWNSEND'S SARSAPARILLA. STOUT—Edmondson's pig brand, Blood's and Bridge's. ALE—Tennent's, Bass's, &c. bbox=[742, 572, 916, 646]
pond-opposite: (OPPOSITE UNION BANK). bbox=[426, 530, 506, 537]
directors-label: Directors: bbox=[451, 404, 481, 411]
milne-name: THE MISSES MILNE bbox=[435, 215, 497, 222]
bella-intro: The undersigned have on SALE, to arrive per 'Bella Mary,' from Hobart Town:— bbox=[742, 764, 916, 778]
sewing-machines: SEWING MACHINES of the latest design, on "Thomas" and "Wheeler and Wilson's" principles; superior handsome articles. bbox=[742, 318, 916, 338]
surgeon-dentist: SURGEON DENTIST bbox=[594, 542, 700, 553]
prescriptions-text: Carefully and Accurately Compounded at all hours. bbox=[566, 408, 712, 415]
seidlitz-heading: WHITLAW'S TONIC SEIDLITZ POWDERS. bbox=[586, 381, 708, 388]
vice-chair-label: Vice-Chairman: bbox=[444, 391, 488, 398]
night-bell bbox=[560, 441, 734, 449]
worm-text: With POWDERS, for expelling Worms in Children; price 2s., including the Powders. bbox=[560, 292, 734, 306]
milne-address: 37, WYNDHAM-STREET. bbox=[430, 351, 502, 358]
pills-text: A Sure Remedy for Headache, Indigestion, Biliousness, and all Stomach Complaints. bbox=[560, 365, 734, 379]
auction-1-text: The subscribers have received instructions to sell, at the Mart, Fort-street, on Monday, 24th inst., at 11 o'clock a.m., account of whom it may concern, bbox=[924, 82, 1108, 102]
pond-name: J. A. POND, bbox=[420, 501, 512, 516]
tea-item: 20 Half-chests Congou, ex 'F. Spur' bbox=[930, 470, 1030, 477]
arthur-date: October 12, 1870. bbox=[742, 360, 794, 367]
red-globe-light: THE RED GLOBE LIGHT, bbox=[580, 460, 714, 488]
jams-item: 200 cases Knight Bros.' Jams, in tins and jars bbox=[742, 793, 871, 800]
auction-4-also: Also, An Invoice of Groceries. bbox=[974, 397, 1058, 404]
scotch-church: Next to the Scotch Church, bbox=[246, 526, 324, 532]
malcolmsom-name: MRS. MALCOLMSOM, bbox=[252, 496, 318, 503]
plant-row bbox=[384, 147, 548, 154]
unsectarian-heading: UNSECTARIAN CHRISTIANITY. bbox=[239, 548, 331, 555]
auction-3-text: The subscribers have received instructions to sell, by order of the Mortgagee, on Wednesday, November 2, at 12 o'clock, PART OF ALLOTMENT 22, Section 38, of the town of Auckland, 25 feet frontage to Hobson-street, by a depth of 128 feet, with the large and comfortable ten-roomed House erected thereon, situated immediately opposite St. Matthew's Church, and adjoining Mr. Grubb's property. bbox=[924, 231, 1108, 278]
fiji-heading: FIJI! FIJI! bbox=[439, 755, 493, 766]
secretary-name: R. L. Montefiore, Esq., J.P. bbox=[429, 437, 503, 444]
cargo-item: &c., &c., &c. bbox=[1000, 387, 1038, 394]
auction-5-note: The above prime Teas are from the celebrated house of FERK, Brothers, London. bbox=[924, 534, 1108, 547]
hamlin-text: J. P. HAMLIN, LICENSED INTERPRETER and NATIVE LAND AGENT; OFFICE, SHORTLAND-STREET, Auckland. J. P. HAMLIN is prepared to NEGOTIATE the LEASE and SALE of NATIVE and other LANDS. bbox=[380, 803, 552, 830]
masthead: THE EVENING STAR, OCTOBER 22, 1870. bbox=[8, 6, 1106, 32]
notice-text: It having come to the knowledge of the undersigned that several parties are soliciting orders in his name, the public are requested not to give any order unless they receive a Ticket printed—"City of Auckland Dyeing and Cleaning Establishment, EDGAR & Co." bbox=[198, 720, 372, 754]
auction-4-title: THE CARGO OF THE 'CENTAUR,' FROM LYTTELTON. bbox=[939, 313, 1093, 330]
address-boxes: ADDRESS BOXES—Greyhound Hotel, Queen-street; New Caledonia Hotel, corner of Symonds-street. bbox=[742, 841, 916, 855]
selected-expressly: SELECTED EXPRESSLY FOR THIS MARKET DIRECT FROM THE MANUFACTURERS, bbox=[742, 234, 916, 248]
cure-text: Hundreds of Children in the neighbourhood of Newton have been relieved of from ten to thirty Worms within the past three weeks. For Testimonials, see Handbills. bbox=[560, 314, 734, 335]
allotments-listing: ALLOTMENT in the city, containing 1-acre, suitable for a brewery or manufactory; plenty of water. ALLOTMENT on the North Shore, adjoining the residence of David Barn, Esq. Price £80. MOUNT ST. JOHN. — Lots 12 and 13. The allotment is opposite to Mr. Lyle's, and is situated in Cross-street. Price £15. ALLOTMENT, corner of Napier and Hepburn-streets, 42 x 70. ALLOTMENTS in Drury. ALLOTMENTS in Franklyn Road, 33 x 70. ALLOTMENT beautifully level in Edwin-street. ALLOTMENTS in Greenock, with beach frontage. ALLOTMENTS in North Wyandotte, Chalk Combe. ALLOTMENT, Kyber Pass Road, 33 x 100 — 300. ALLOTMENTS at Drury, with deep-water frontage. ONEHUNGA. — Excellent Two-acre Section, adjoining the Rev. Mr. Burrows', Greenhill — 21. ONEHUNGA. — Allotment, nearly quarter acre near the Bluff. Price £50 — 57. ALLOTMENT in the Front of Mr. Eaton's house, Kyber Pass Road, 37 x 100 — 32. ALLOTMENT of one acre, opposite Dr. Purchase's residence, Onehunga, being lot No. 8 of section 45 — 36. bbox=[198, 286, 372, 414]
kintore-item: 200 bags Fine and Coarse Salt bbox=[748, 726, 836, 733]
nightman: NIGHTMAN. bbox=[810, 834, 848, 841]
whitlaw-title: MANUFACTURING CHEMIST, bbox=[591, 140, 703, 149]
ale-heading: ENGLISH ALE, bbox=[444, 705, 488, 712]
